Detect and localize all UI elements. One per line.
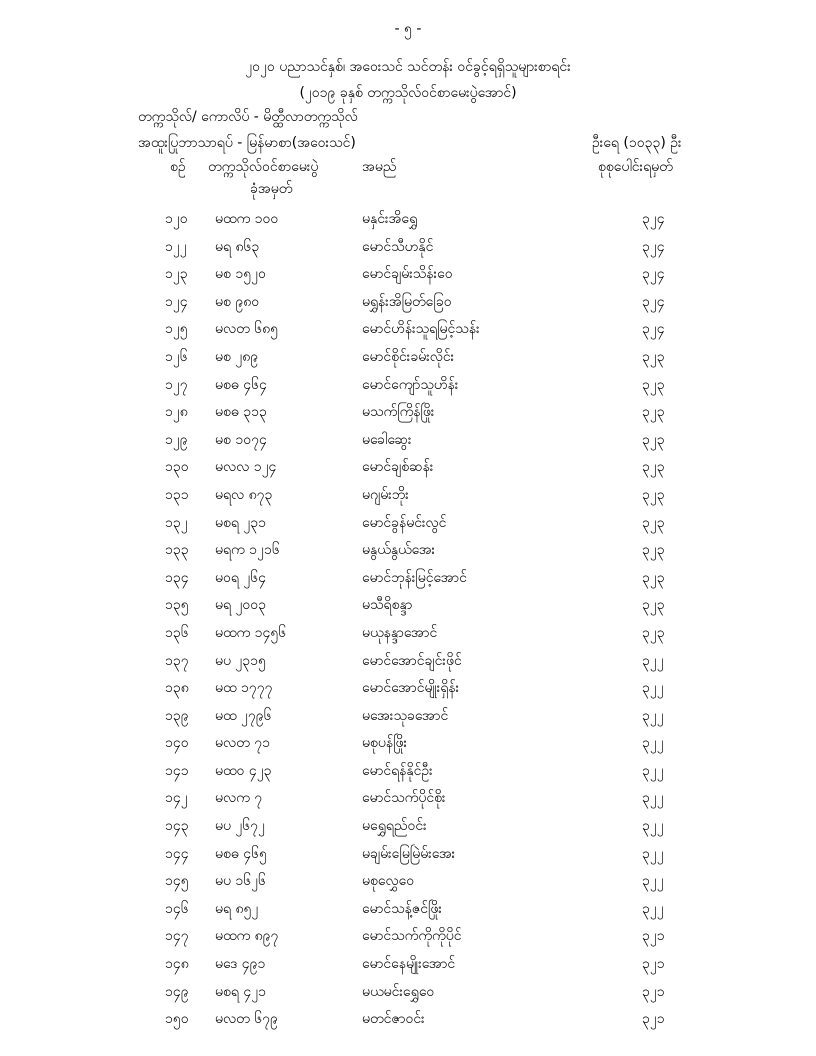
row-roll-number: မထ ၁၇၇၇: [215, 680, 273, 697]
row-serial: ၁၄၄: [165, 845, 189, 862]
row-roll-number: မပ ၂၆၇၂: [215, 818, 265, 835]
row-roll-number: မလတ ၆၇၉: [215, 1011, 278, 1028]
table-row: [0, 652, 816, 680]
row-marks: ၃၂၂: [642, 900, 664, 917]
row-marks: ၃၂၃: [642, 569, 665, 586]
row-serial: ၁၃၆: [165, 624, 189, 641]
row-serial: ၁၄၉: [165, 983, 189, 1000]
row-roll-number: မစ ၂၈၉: [215, 348, 259, 365]
row-roll-number: မစရ ၂၃၁: [215, 514, 266, 531]
row-roll-number: မလလ ၁၂၄: [215, 459, 277, 476]
row-roll-number: မထက ၈၉၇: [215, 928, 279, 945]
row-serial: ၁၅၀: [165, 1011, 189, 1028]
row-name: မရွှန်းအိမြတ်ခြေဝ: [362, 293, 452, 310]
table-row: [0, 624, 816, 652]
table-row: [0, 596, 816, 624]
row-roll-number: မရ ၈၆၃: [215, 238, 260, 255]
row-marks: ၃၂၂: [642, 762, 664, 779]
row-marks: ၃၂၄: [642, 238, 665, 255]
row-roll-number: မပ ၁၆၂၆: [215, 873, 266, 890]
document-subtitle: (၂၀၁၉ ခုနှစ် တက္ကသိုလ်ဝင်စာမေးပွဲအောင်): [299, 85, 517, 101]
row-name: မစုလွှေဝေ: [362, 873, 415, 890]
row-serial: ၁၃၅: [165, 597, 189, 614]
subject-line: အထူးပြုဘာသာရပ် - မြန်မာစာ(အဝေးသင်): [138, 135, 356, 151]
row-serial: ၁၂၄: [165, 293, 188, 310]
table-row: [0, 927, 816, 955]
row-serial: ၁၃၀: [165, 459, 189, 476]
table-row: [0, 762, 816, 790]
row-serial: ၁၂၂: [165, 238, 187, 255]
header-total-marks: စုစုပေါင်းရမှတ်: [598, 159, 673, 175]
row-roll-number: မရက ၁၂၁၆: [215, 542, 280, 559]
row-roll-number: မထက ၁၀၀: [215, 211, 279, 227]
header-roll-number: တက္ကသိုလ်ဝင်စာမေးပွဲ: [208, 159, 319, 175]
total-count: ဦးရေ (၁၀၃၃) ဦး: [592, 135, 682, 151]
row-roll-number: မစဓ ၄၆၅: [215, 845, 267, 862]
row-name: မောင်သီဟနိုင်: [362, 238, 434, 255]
row-marks: ၃၂၃: [642, 486, 665, 503]
row-serial: ၁၄၈: [165, 956, 189, 973]
row-marks: ၃၂၃: [642, 348, 665, 365]
row-roll-number: မစဓ ၄၆၄: [215, 376, 267, 393]
row-name: မယမင်းရွှေဝေ: [362, 983, 435, 1000]
row-serial: ၁၂၈: [165, 404, 188, 421]
table-row: [0, 265, 816, 293]
table-row: [0, 431, 816, 459]
row-name: မသက်ကြိန်ဖြိုး: [362, 404, 435, 421]
row-marks: ၃၂၃: [642, 404, 665, 421]
row-name: မောင်သက်ပိုင်စိုး: [362, 790, 446, 807]
row-roll-number: မရ ၂၀၀၃: [215, 597, 266, 614]
row-name: မချမ်းမြေမြဲမ်းအေး: [362, 845, 456, 862]
row-name: မစုပန်ဖြိုး: [362, 735, 408, 752]
row-name: မအေးသုခအောင်: [362, 707, 449, 724]
row-marks: ၃၂၂: [642, 680, 664, 697]
header-roll-number-line2: ခုံအမှတ်: [250, 181, 293, 197]
row-serial: ၁၄၅: [165, 873, 189, 890]
row-serial: ၁၃၄: [165, 569, 189, 586]
row-serial: ၁၂၃: [165, 266, 188, 283]
row-marks: ၃၂၃: [642, 542, 665, 559]
row-roll-number: မလတ ၇၁: [215, 735, 270, 752]
row-name: မောင်ဘုန်းမြင့်အောင်: [362, 569, 467, 586]
table-row: [0, 955, 816, 983]
row-marks: ၃၂၃: [642, 597, 665, 614]
row-serial: ၁၄၆: [165, 900, 189, 917]
row-marks: ၃၂၄: [642, 321, 665, 338]
row-roll-number: မထဝ ၄၂၃: [215, 762, 272, 779]
table-row: [0, 541, 816, 569]
row-marks: ၃၂၂: [642, 818, 664, 835]
row-roll-number: မရလ ၈၇၃: [215, 486, 273, 503]
row-marks: ၃၂၄: [642, 293, 665, 310]
row-serial: ၁၂၇: [165, 376, 188, 393]
table-row: [0, 900, 816, 928]
table-row: [0, 817, 816, 845]
table-row: [0, 486, 816, 514]
row-marks: ၃၂၂: [642, 873, 664, 890]
row-marks: ၃၂၁: [642, 983, 665, 1000]
row-name: မနှင်းအိရွှေ: [362, 211, 418, 227]
row-roll-number: မဒေ ၄၉၁: [215, 956, 266, 973]
row-serial: ၁၂၀: [165, 211, 188, 227]
row-marks: ၃၂၃: [642, 459, 665, 476]
row-roll-number: မပ ၂၃၁၅: [215, 652, 266, 669]
page-number: - ၅ -: [394, 21, 422, 37]
row-roll-number: မထ ၂၇၉၆: [215, 707, 272, 724]
row-name: မနွယ်နွယ်အေး: [362, 542, 436, 559]
row-marks: ၃၂၃: [642, 624, 665, 641]
row-marks: ၃၂၃: [642, 431, 665, 448]
table-row: [0, 569, 816, 597]
row-name: မတင်ဇာဝင်း: [362, 1011, 425, 1028]
row-roll-number: မစ ၁၀၇၄: [215, 431, 267, 448]
table-row: [0, 845, 816, 873]
table-row: [0, 707, 816, 735]
row-name: မယုနန္ဒာအောင်: [362, 624, 438, 641]
row-marks: ၃၂၂: [642, 790, 664, 807]
table-row: [0, 514, 816, 542]
row-serial: ၁၃၁: [165, 486, 189, 503]
university-line: တက္ကသိုလ်/ ကောလိပ် - မိတ္ထီလာတက္ကသိုလ်: [138, 109, 358, 125]
table-row: [0, 376, 816, 404]
row-roll-number: မစ ၉၈၀: [215, 293, 260, 310]
table-row: [0, 210, 816, 238]
row-roll-number: မဝရ ၂၆၄: [215, 569, 266, 586]
row-marks: ၃၂၂: [642, 845, 664, 862]
row-marks: ၃၂၄: [642, 266, 665, 283]
row-serial: ၁၂၉: [165, 431, 188, 448]
table-row: [0, 734, 816, 762]
row-marks: ၃၂၃: [642, 376, 665, 393]
table-row: [0, 679, 816, 707]
row-serial: ၁၃၇: [165, 652, 189, 669]
row-name: မောင်အောင်မျိုးရှိန်း: [362, 680, 460, 697]
row-serial: ၁၄၁: [165, 762, 189, 779]
table-row: [0, 403, 816, 431]
results-table: [0, 210, 816, 1038]
table-row: [0, 983, 816, 1011]
row-marks: ၃၂၂: [642, 652, 664, 669]
row-serial: ၁၂၆: [165, 348, 188, 365]
table-row: [0, 1010, 816, 1038]
row-serial: ၁၃၉: [165, 707, 189, 724]
row-serial: ၁၂၅: [165, 321, 188, 338]
row-marks: ၃၂၁: [642, 1011, 665, 1028]
row-name: မောင်ချစ်ဆန်း: [362, 459, 434, 476]
row-name: မောင်စိုင်းခမ်းလိုင်း: [362, 348, 455, 365]
row-serial: ၁၃၈: [165, 680, 189, 697]
table-row: [0, 320, 816, 348]
row-name: မဂျမ်းဘိုး: [362, 486, 409, 503]
table-row: [0, 293, 816, 321]
row-serial: ၁၃၂: [165, 514, 188, 531]
table-row: [0, 348, 816, 376]
row-serial: ၁၃၃: [165, 542, 189, 559]
row-name: မရွှေရည်ဝင်း: [362, 818, 427, 835]
row-name: မောင်ကျော်သူဟိန်း: [362, 376, 459, 393]
row-name: မောင်ခွန်မင်းလွင်: [362, 514, 447, 531]
row-name: မောင်ဟိန်းသူရမြင့်သန်း: [362, 321, 480, 338]
table-row: [0, 458, 816, 486]
row-name: မောင်အောင်ချင်းဖိုင်: [362, 652, 462, 669]
row-serial: ၁၄၇: [165, 928, 189, 945]
document-title: ၂၀၂၀ ပညာသင်နှစ်၊ အဝေးသင် သင်တန်း ဝင်ခွင့်ရရှိသူများစာရင်း: [245, 59, 571, 75]
row-serial: ၁၄၀: [165, 735, 189, 752]
row-roll-number: မလက ၇: [215, 790, 263, 807]
row-marks: ၃၂၂: [642, 707, 664, 724]
row-roll-number: မထက ၁၄၅၆: [215, 624, 287, 641]
row-name: မောင်သန့်ဇင်ဖြိုး: [362, 900, 442, 917]
table-row: [0, 872, 816, 900]
row-name: မောင်နေမျိုးအောင်: [362, 956, 456, 973]
row-marks: ၃၂၂: [642, 735, 664, 752]
table-row: [0, 238, 816, 266]
row-name: မောင်ရန်နိုင်ဦး: [362, 762, 433, 779]
row-roll-number: မရ ၈၅၂: [215, 900, 259, 917]
row-name: မခေါဆွေး: [362, 431, 412, 448]
row-serial: ၁၄၃: [165, 818, 189, 835]
header-name: အမည်: [362, 159, 397, 175]
row-roll-number: မလတ ၆၈၅: [215, 321, 278, 338]
row-marks: ၃၂၃: [642, 514, 665, 531]
table-row: [0, 789, 816, 817]
row-name: မောင်သက်ကိုကိုပိုင်: [362, 928, 462, 945]
header-serial: စဉ်: [170, 159, 186, 175]
row-serial: ၁၄၂: [165, 790, 188, 807]
row-marks: ၃၂၁: [642, 928, 665, 945]
row-roll-number: မစရ ၄၂၁: [215, 983, 266, 1000]
row-marks: ၃၂၄: [642, 211, 665, 227]
row-marks: ၃၂၁: [642, 956, 665, 973]
row-name: မသီရိစန္ဒာ: [362, 597, 413, 614]
row-name: မောင်ချမ်းသိန်းဝေ: [362, 266, 453, 283]
row-roll-number: မစဓ ၃၁၃: [215, 404, 267, 421]
row-roll-number: မစ ၁၅၂၀: [215, 266, 266, 283]
